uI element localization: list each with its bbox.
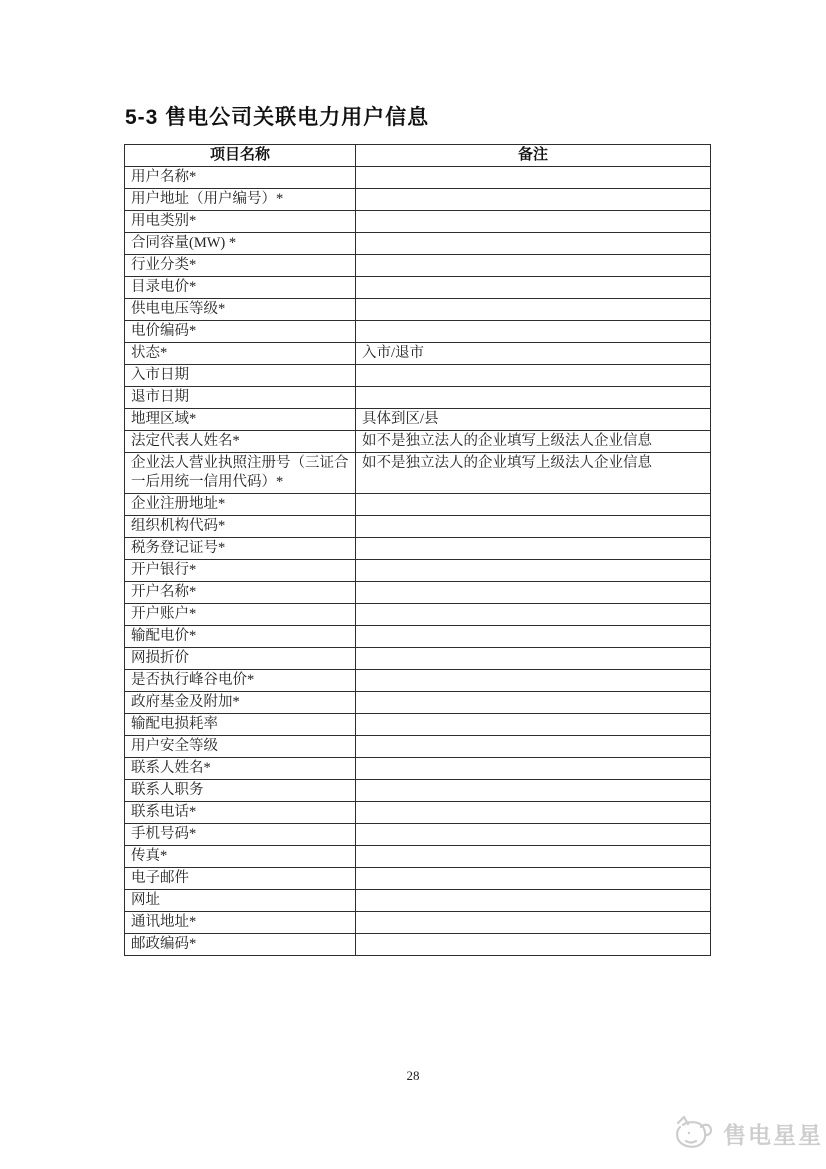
- note-cell: [356, 321, 711, 343]
- note-cell: [356, 802, 711, 824]
- table-row: [125, 560, 711, 582]
- table-row: [125, 233, 711, 255]
- watermark: [674, 1114, 823, 1152]
- table-row: [125, 343, 711, 365]
- item-name-cell: 税务登记证号*: [125, 538, 356, 560]
- table-row: [125, 670, 711, 692]
- table-row: [125, 582, 711, 604]
- table-row: [125, 365, 711, 387]
- item-name-cell: 入市日期: [125, 365, 356, 387]
- item-name-cell: 联系电话*: [125, 802, 356, 824]
- note-cell: [356, 868, 711, 890]
- column-header-note: 备注: [356, 145, 711, 167]
- table-row: [125, 736, 711, 758]
- note-cell: [356, 211, 711, 233]
- note-cell: [356, 494, 711, 516]
- table-row: [125, 255, 711, 277]
- note-cell: [356, 890, 711, 912]
- item-name-cell: 联系人姓名*: [125, 758, 356, 780]
- table-row: [125, 714, 711, 736]
- item-name-cell: 用户地址（用户编号）*: [125, 189, 356, 211]
- page-number: 28: [406, 1068, 420, 1083]
- watermark-text: 售电星星: [723, 1121, 823, 1148]
- item-name-cell: 政府基金及附加*: [125, 692, 356, 714]
- item-name-cell: 组织机构代码*: [125, 516, 356, 538]
- item-name-cell: 地理区域*: [125, 409, 356, 431]
- note-cell: [356, 670, 711, 692]
- item-name-cell: 用户名称*: [125, 167, 356, 189]
- table-row: [125, 648, 711, 670]
- item-name-cell: 手机号码*: [125, 824, 356, 846]
- note-cell: [356, 560, 711, 582]
- page-title: 5-3 售电公司关联电力用户信息: [125, 106, 430, 129]
- table-row: [125, 626, 711, 648]
- item-name-cell: 传真*: [125, 846, 356, 868]
- table-row: [125, 802, 711, 824]
- note-cell: [356, 365, 711, 387]
- note-cell: [356, 189, 711, 211]
- note-cell: [356, 846, 711, 868]
- table-row: [125, 868, 711, 890]
- note-cell: [356, 516, 711, 538]
- item-name-cell: 电子邮件: [125, 868, 356, 890]
- table-row: [125, 846, 711, 868]
- item-name-cell: 开户银行*: [125, 560, 356, 582]
- item-name-cell: 用户安全等级: [125, 736, 356, 758]
- table-row: [125, 321, 711, 343]
- item-name-cell: 电价编码*: [125, 321, 356, 343]
- item-name-cell: 输配电损耗率: [125, 714, 356, 736]
- note-cell: 具体到区/县: [356, 409, 711, 431]
- note-cell: [356, 167, 711, 189]
- table-row: [125, 189, 711, 211]
- item-name-cell: 邮政编码*: [125, 934, 356, 956]
- table-row: [125, 494, 711, 516]
- item-name-cell: 网址: [125, 890, 356, 912]
- table-row: [125, 934, 711, 956]
- item-name-cell: 退市日期: [125, 387, 356, 409]
- table-header-row: [125, 145, 711, 167]
- note-cell: [356, 277, 711, 299]
- note-cell: [356, 648, 711, 670]
- item-name-cell: 目录电价*: [125, 277, 356, 299]
- item-name-cell: 用电类别*: [125, 211, 356, 233]
- note-cell: 如不是独立法人的企业填写上级法人企业信息: [356, 431, 711, 453]
- note-cell: [356, 934, 711, 956]
- note-cell: [356, 604, 711, 626]
- item-name-cell: 联系人职务: [125, 780, 356, 802]
- note-cell: [356, 387, 711, 409]
- note-cell: [356, 824, 711, 846]
- table-row: [125, 409, 711, 431]
- item-name-cell: 网损折价: [125, 648, 356, 670]
- table-row: [125, 538, 711, 560]
- table-row: [125, 167, 711, 189]
- table-row: [125, 692, 711, 714]
- table-row: [125, 211, 711, 233]
- note-cell: [356, 255, 711, 277]
- table-row: [125, 516, 711, 538]
- item-name-cell: 供电电压等级*: [125, 299, 356, 321]
- table-row: [125, 824, 711, 846]
- note-cell: [356, 714, 711, 736]
- table-body: [125, 167, 711, 956]
- note-cell: [356, 538, 711, 560]
- table-row: [125, 604, 711, 626]
- column-header-item-name: 项目名称: [125, 145, 356, 167]
- note-cell: [356, 626, 711, 648]
- table-row: [125, 758, 711, 780]
- note-cell: [356, 758, 711, 780]
- user-info-table: [124, 144, 711, 956]
- table-row: [125, 890, 711, 912]
- table-row: [125, 431, 711, 453]
- table-row: [125, 277, 711, 299]
- item-name-cell: 状态*: [125, 343, 356, 365]
- table-row: [125, 912, 711, 934]
- table-row: [125, 387, 711, 409]
- item-name-cell: 法定代表人姓名*: [125, 431, 356, 453]
- table-row: [125, 453, 711, 494]
- item-name-cell: 开户名称*: [125, 582, 356, 604]
- item-name-cell: 是否执行峰谷电价*: [125, 670, 356, 692]
- note-cell: [356, 582, 711, 604]
- note-cell: [356, 692, 711, 714]
- note-cell: [356, 299, 711, 321]
- item-name-cell: 输配电价*: [125, 626, 356, 648]
- item-name-cell: 通讯地址*: [125, 912, 356, 934]
- note-cell: 如不是独立法人的企业填写上级法人企业信息: [356, 453, 711, 494]
- note-cell: [356, 233, 711, 255]
- table-row: [125, 780, 711, 802]
- table-row: [125, 299, 711, 321]
- note-cell: 入市/退市: [356, 343, 711, 365]
- note-cell: [356, 912, 711, 934]
- item-name-cell: 开户账户*: [125, 604, 356, 626]
- cat-star-logo-icon: [674, 1114, 716, 1152]
- item-name-cell: 企业注册地址*: [125, 494, 356, 516]
- item-name-cell: 企业法人营业执照注册号（三证合一后用统一信用代码）*: [125, 453, 356, 494]
- note-cell: [356, 780, 711, 802]
- item-name-cell: 合同容量(MW) *: [125, 233, 356, 255]
- note-cell: [356, 736, 711, 758]
- item-name-cell: 行业分类*: [125, 255, 356, 277]
